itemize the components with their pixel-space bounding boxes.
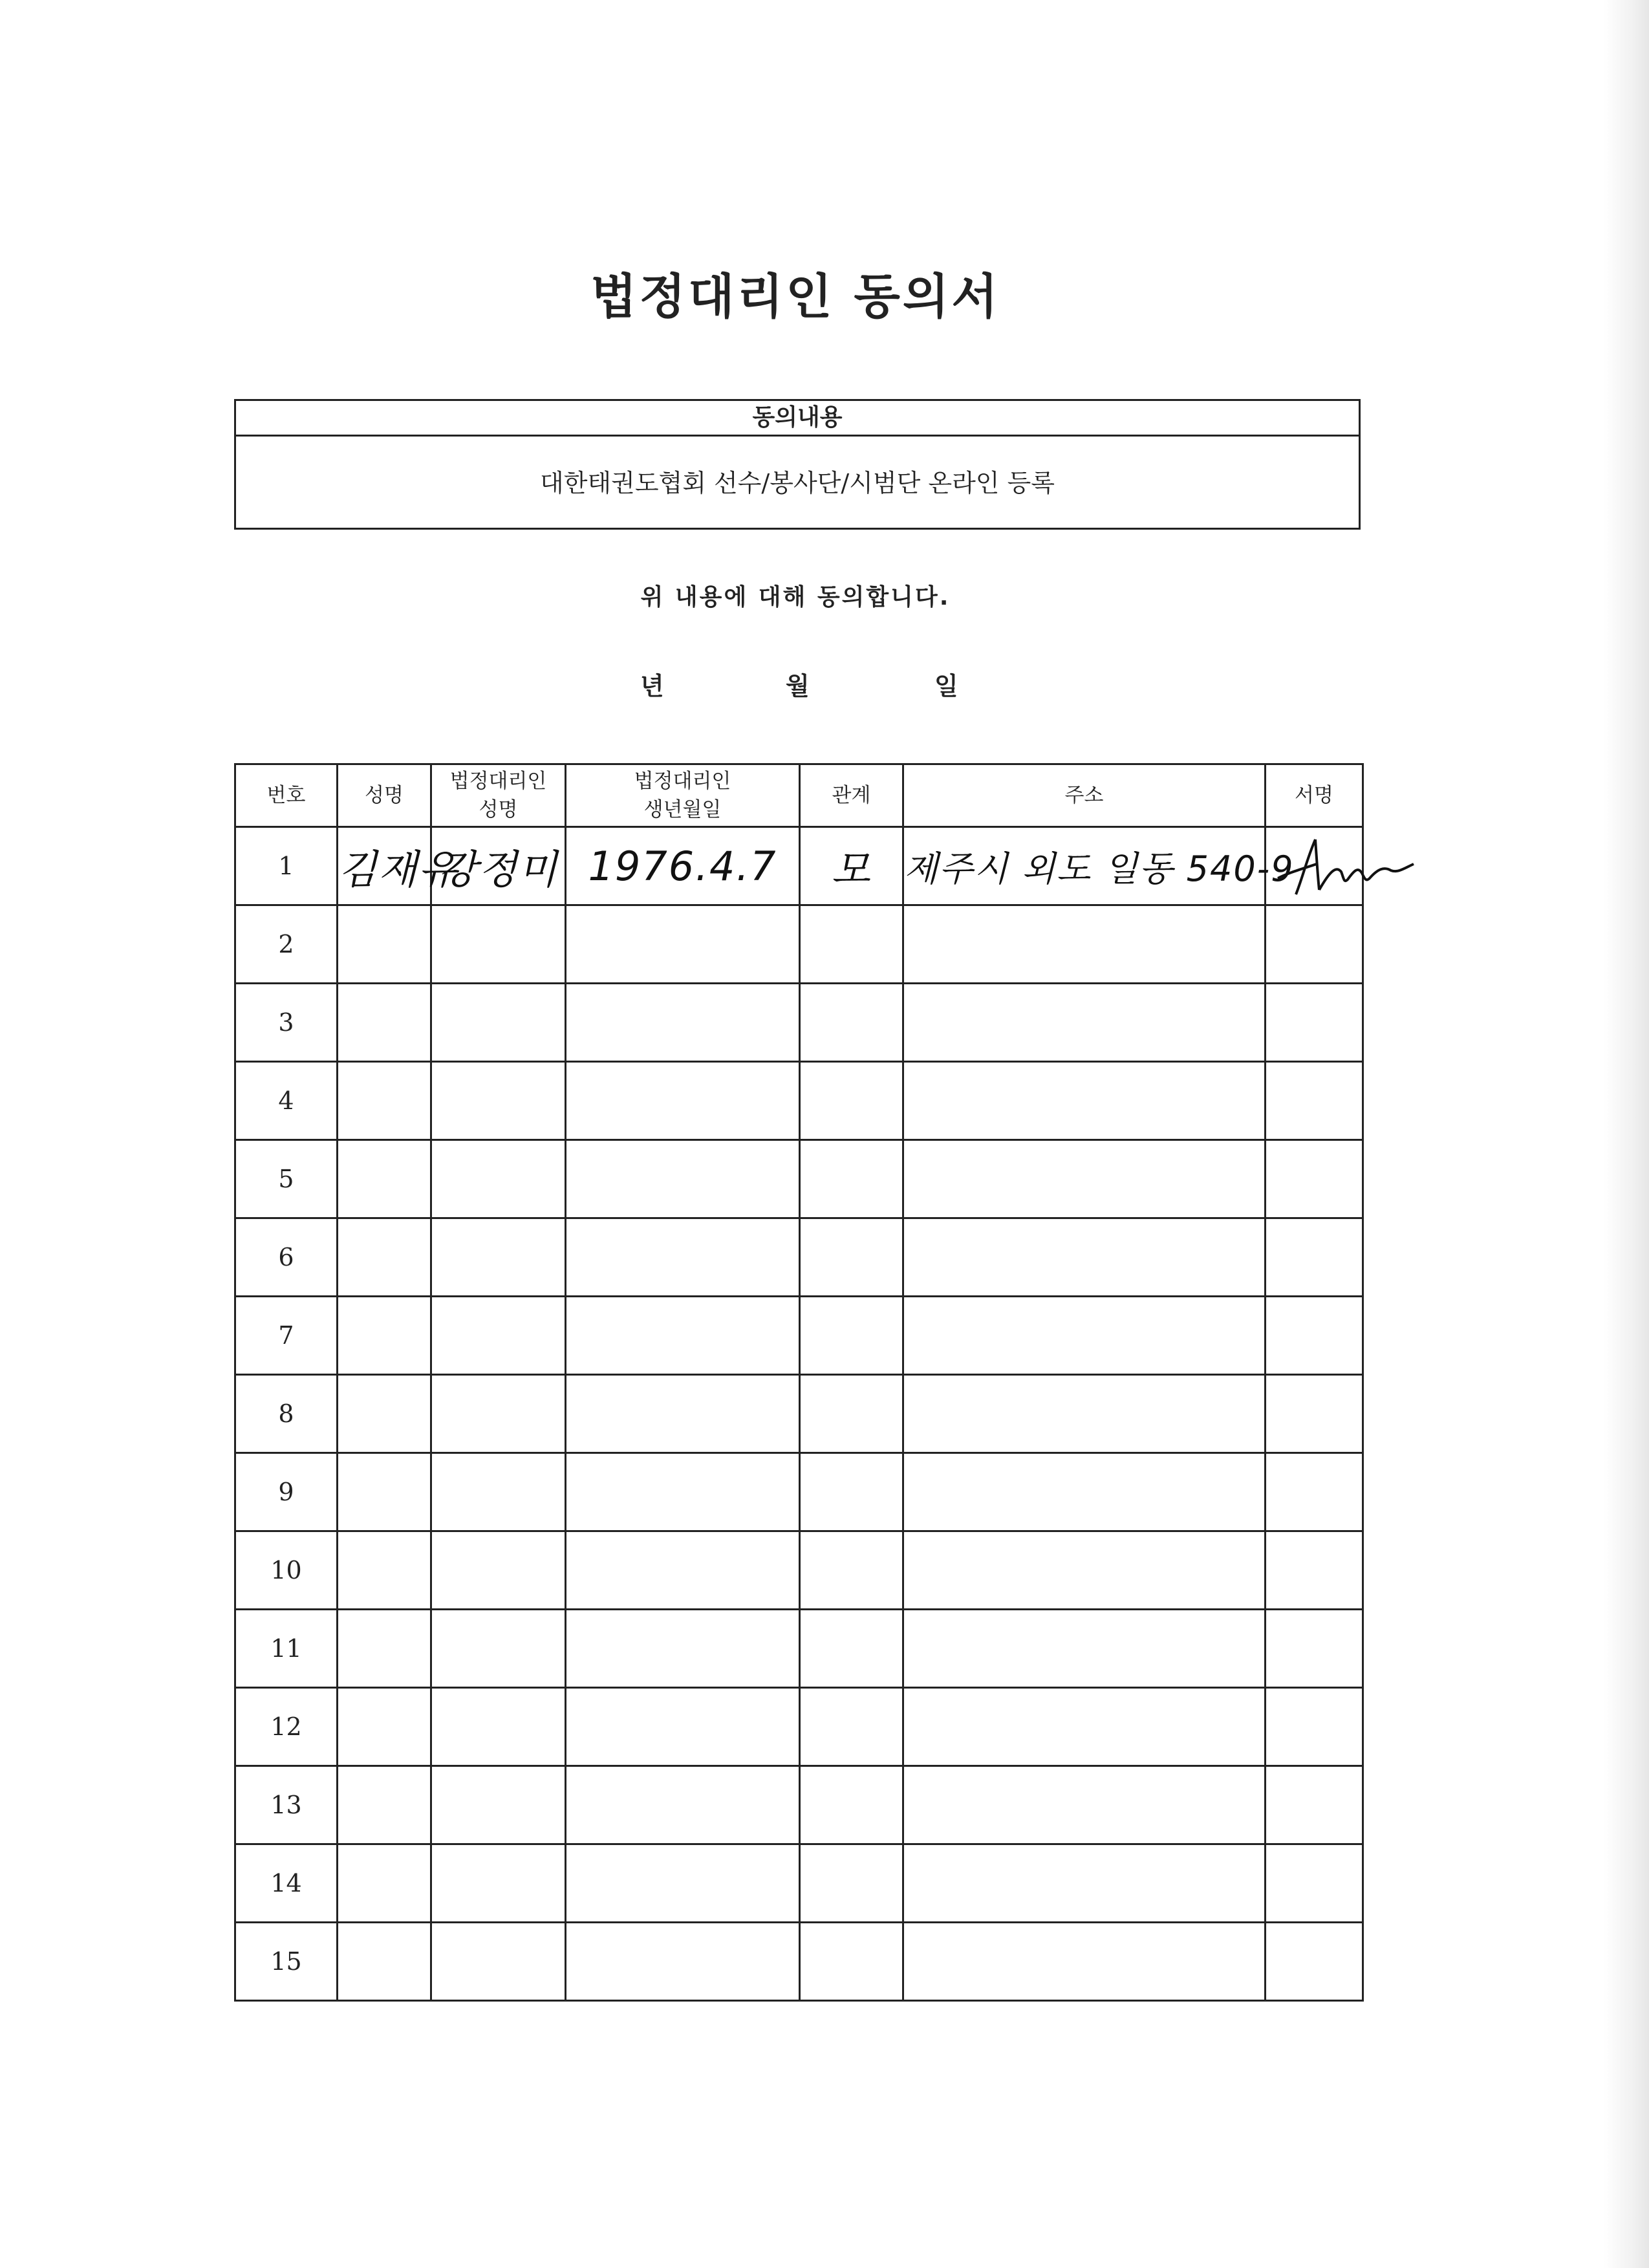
cell-guardian-birth <box>566 1688 800 1766</box>
cell-relation <box>800 1453 903 1531</box>
cell-address <box>903 905 1266 984</box>
cell-number: 1 <box>235 827 338 905</box>
cell-address <box>903 1297 1266 1375</box>
cell-name <box>338 1297 431 1375</box>
cell-signature <box>1266 1610 1363 1688</box>
cell-guardian-birth <box>566 905 800 984</box>
cell-signature <box>1266 1062 1363 1140</box>
table-row <box>235 1062 1363 1140</box>
cell-relation <box>800 1375 903 1453</box>
cell-guardian-name <box>431 1923 566 2001</box>
cell-guardian-birth <box>566 1531 800 1610</box>
cell-guardian-name <box>431 1844 566 1923</box>
cell-guardian-name <box>431 1531 566 1610</box>
table-row <box>235 1923 1363 2001</box>
header-address: 주소 <box>903 764 1266 827</box>
cell-address <box>903 1766 1266 1844</box>
header-number: 번호 <box>235 764 338 827</box>
agreement-statement: 위 내용에 대해 동의합니다. <box>640 584 951 610</box>
cell-guardian-name <box>431 905 566 984</box>
cell-signature <box>1266 827 1363 905</box>
cell-number: 2 <box>235 905 338 984</box>
cell-address <box>903 1062 1266 1140</box>
table-row <box>235 1140 1363 1218</box>
cell-guardian-name <box>431 1610 566 1688</box>
cell-signature <box>1266 1844 1363 1923</box>
cell-guardian-birth <box>566 1140 800 1218</box>
cell-address <box>903 1453 1266 1531</box>
cell-number: 4 <box>235 1062 338 1140</box>
table-row <box>235 984 1363 1062</box>
cell-address <box>903 1218 1266 1297</box>
cell-guardian-birth <box>566 1218 800 1297</box>
scan-edge-shadow <box>1604 0 1649 2268</box>
cell-address <box>903 1610 1266 1688</box>
cell-number: 13 <box>235 1766 338 1844</box>
cell-number: 7 <box>235 1297 338 1375</box>
table-header-row <box>235 764 1363 827</box>
cell-relation: 모 <box>800 827 903 905</box>
document-title: 법정대리인 동의서 <box>590 269 1000 325</box>
cell-relation <box>800 905 903 984</box>
consent-heading: 동의내용 <box>236 401 1359 437</box>
handwritten-signature <box>1271 833 1420 904</box>
header-guardian-birth-line1: 법정대리인 <box>634 770 731 793</box>
cell-relation <box>800 1610 903 1688</box>
cell-guardian-name <box>431 1297 566 1375</box>
cell-guardian-name: 강정미 <box>431 827 566 905</box>
cell-number: 3 <box>235 984 338 1062</box>
cell-address <box>903 1375 1266 1453</box>
cell-number: 11 <box>235 1610 338 1688</box>
cell-number: 15 <box>235 1923 338 2001</box>
cell-number: 10 <box>235 1531 338 1610</box>
consent-box <box>234 399 1361 530</box>
cell-guardian-birth <box>566 1375 800 1453</box>
table-row <box>235 1453 1363 1531</box>
cell-guardian-name <box>431 984 566 1062</box>
cell-guardian-name <box>431 1140 566 1218</box>
cell-guardian-name <box>431 1062 566 1140</box>
cell-name <box>338 984 431 1062</box>
table-row <box>235 1218 1363 1297</box>
table-row <box>235 827 1363 905</box>
header-guardian-birth-line2: 생년월일 <box>643 798 722 821</box>
cell-address <box>903 1531 1266 1610</box>
table-row <box>235 1375 1363 1453</box>
header-relation: 관계 <box>800 764 903 827</box>
cell-guardian-birth <box>566 1062 800 1140</box>
cell-relation <box>800 984 903 1062</box>
cell-name: 김재유 <box>338 827 431 905</box>
cell-guardian-birth <box>566 1610 800 1688</box>
cell-number: 6 <box>235 1218 338 1297</box>
cell-address <box>903 1844 1266 1923</box>
cell-relation <box>800 1923 903 2001</box>
cell-signature <box>1266 905 1363 984</box>
cell-name <box>338 1140 431 1218</box>
cell-number: 5 <box>235 1140 338 1218</box>
cell-signature <box>1266 1140 1363 1218</box>
cell-guardian-name <box>431 1453 566 1531</box>
date-year-label: 년 <box>640 672 664 700</box>
cell-guardian-name <box>431 1218 566 1297</box>
cell-signature <box>1266 1297 1363 1375</box>
cell-name <box>338 905 431 984</box>
cell-relation <box>800 1218 903 1297</box>
cell-address: 제주시 외도 일동 540-9 <box>903 827 1266 905</box>
cell-name <box>338 1766 431 1844</box>
cell-guardian-birth <box>566 1297 800 1375</box>
cell-signature <box>1266 1218 1363 1297</box>
cell-guardian-birth <box>566 1844 800 1923</box>
table-row <box>235 1297 1363 1375</box>
cell-name <box>338 1375 431 1453</box>
cell-relation <box>800 1844 903 1923</box>
table-row <box>235 1766 1363 1844</box>
cell-signature <box>1266 1531 1363 1610</box>
cell-guardian-name <box>431 1375 566 1453</box>
header-signature: 서명 <box>1266 764 1363 827</box>
cell-guardian-birth <box>566 1766 800 1844</box>
cell-relation <box>800 1688 903 1766</box>
cell-name <box>338 1531 431 1610</box>
cell-address <box>903 1688 1266 1766</box>
cell-signature <box>1266 1453 1363 1531</box>
consent-content: 대한태권도협회 선수/봉사단/시범단 온라인 등록 <box>539 469 1055 497</box>
cell-name <box>338 1453 431 1531</box>
cell-name <box>338 1688 431 1766</box>
cell-guardian-name <box>431 1688 566 1766</box>
cell-relation <box>800 1766 903 1844</box>
cell-relation <box>800 1297 903 1375</box>
cell-number: 9 <box>235 1453 338 1531</box>
cell-address <box>903 1923 1266 2001</box>
cell-guardian-birth <box>566 1453 800 1531</box>
cell-guardian-name <box>431 1766 566 1844</box>
table-row <box>235 1531 1363 1610</box>
header-guardian-name-line1: 법정대리인 <box>449 770 547 793</box>
table-row <box>235 905 1363 984</box>
cell-relation <box>800 1062 903 1140</box>
cell-signature <box>1266 1375 1363 1453</box>
table-row <box>235 1844 1363 1923</box>
cell-guardian-birth: 1976.4.7 <box>566 827 800 905</box>
cell-name <box>338 1844 431 1923</box>
cell-number: 8 <box>235 1375 338 1453</box>
cell-name <box>338 1218 431 1297</box>
header-guardian-name-line2: 성명 <box>479 798 518 821</box>
guardian-roster-table <box>234 763 1364 2002</box>
cell-number: 12 <box>235 1688 338 1766</box>
cell-guardian-birth <box>566 984 800 1062</box>
cell-signature <box>1266 984 1363 1062</box>
cell-number: 14 <box>235 1844 338 1923</box>
date-day-label: 일 <box>934 672 958 700</box>
table-body <box>235 827 1363 2001</box>
cell-relation <box>800 1140 903 1218</box>
cell-name <box>338 1923 431 2001</box>
cell-address <box>903 984 1266 1062</box>
header-guardian-birth <box>566 764 800 827</box>
cell-name <box>338 1062 431 1140</box>
cell-name <box>338 1610 431 1688</box>
date-month-label: 월 <box>786 672 810 700</box>
header-guardian-name <box>431 764 566 827</box>
header-name: 성명 <box>338 764 431 827</box>
cell-address <box>903 1140 1266 1218</box>
cell-guardian-birth <box>566 1923 800 2001</box>
table-row <box>235 1610 1363 1688</box>
cell-signature <box>1266 1923 1363 2001</box>
cell-relation <box>800 1531 903 1610</box>
cell-signature <box>1266 1766 1363 1844</box>
cell-signature <box>1266 1688 1363 1766</box>
table-row <box>235 1688 1363 1766</box>
